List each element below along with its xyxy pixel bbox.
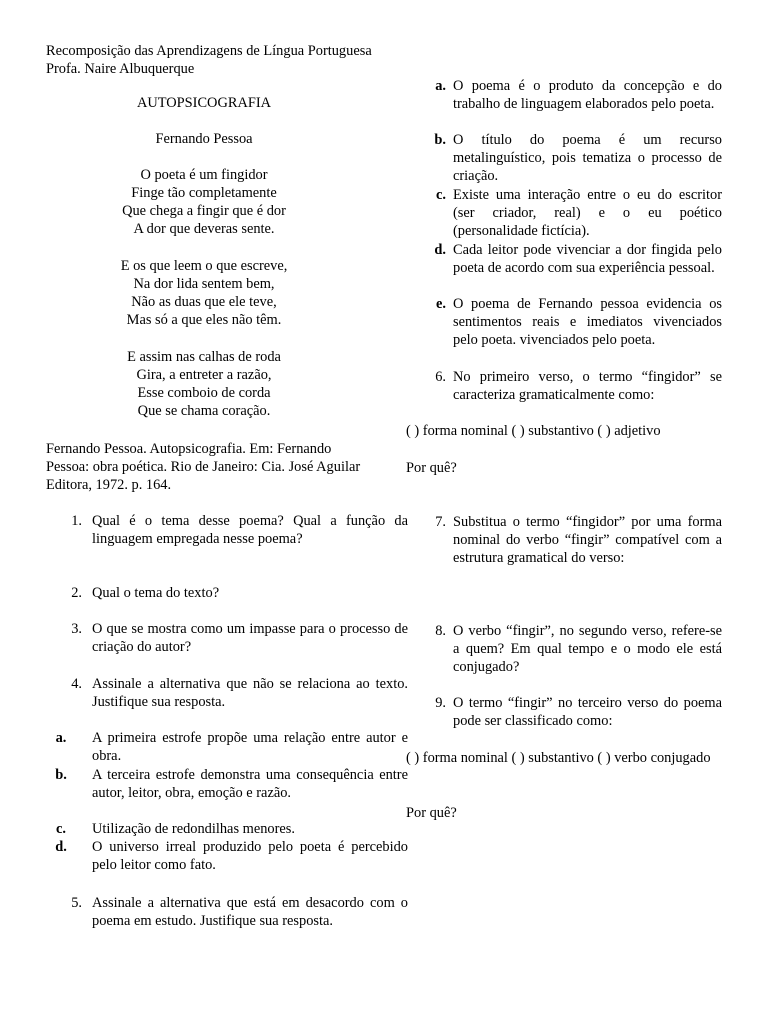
question-text: O que se mostra como um impasse para o processo de criação do autor? (92, 621, 408, 655)
option-text: Existe uma interação entre o eu do escritor (ser criador, real) e o eu poético (personalidade fictícia). (453, 187, 722, 239)
poem-source: Fernando Pessoa. Autopsicografia. Em: Fernando Pessoa: obra poética. Rio de Janeiro: Cia. José Aguilar Editora, 1972. p. 164. (46, 441, 361, 493)
question-text: Assinale a alternativa que está em desacordo com o poema em estudo. Justifique sua resposta. (92, 895, 408, 929)
question-number: 4. (71, 676, 82, 692)
header-teacher: Profa. Naire Albuquerque (46, 61, 195, 77)
option-text: O poema é o produto da concepção e do trabalho de linguagem elaborados pelo poeta. (453, 78, 722, 112)
option-letter: d. (434, 242, 446, 258)
question-text: Qual o tema do texto? (92, 585, 220, 601)
verse: Que se chama coração. (137, 403, 271, 419)
verse: Esse comboio de corda (137, 385, 271, 401)
poem-title: AUTOPSICOGRAFIA (136, 95, 272, 111)
question-number: 5. (71, 895, 82, 911)
verse: A dor que deveras sente. (133, 221, 275, 237)
question-number: 9. (435, 695, 446, 711)
verse: Mas só a que eles não têm. (126, 312, 282, 328)
stanza-1 (46, 166, 362, 238)
verse: Gira, a entreter a razão, (136, 367, 272, 383)
question-number: 8. (435, 623, 446, 639)
option-text: A primeira estrofe propõe uma relação entre autor e obra. (92, 730, 408, 764)
option-letter: b. (434, 132, 446, 148)
option-letter: c. (436, 187, 446, 203)
option-text: A terceira estrofe demonstra uma consequência entre autor, leitor, obra, emoção e razão. (92, 767, 408, 801)
option-text: O título do poema é um recurso metalinguístico, pois tematiza o processo de criação. (453, 132, 722, 184)
option-letter: b. (55, 767, 67, 783)
option-text: Utilização de redondilhas menores. (92, 821, 295, 837)
verse: O poeta é um fingidor (140, 167, 268, 183)
q9-why: Por quê? (406, 805, 457, 821)
question-text: O termo “fingir” no terceiro verso do poema pode ser classificado como: (453, 695, 722, 729)
verse: Finge tão completamente (131, 185, 277, 201)
option-letter: a. (435, 78, 446, 94)
header (46, 42, 386, 78)
verse: Não as duas que ele teve, (131, 294, 277, 310)
header-course: Recomposição das Aprendizagens de Língua Portuguesa (46, 43, 372, 59)
verse: E assim nas calhas de roda (127, 349, 281, 365)
question-text: O verbo “fingir”, no segundo verso, refere-se a quem? Em qual tempo e o modo ele está conjugado? (453, 623, 722, 675)
question-number: 6. (435, 369, 446, 385)
stanza-3 (46, 348, 362, 420)
stanza-2 (46, 257, 362, 329)
question-number: 2. (71, 585, 82, 601)
question-number: 7. (435, 514, 446, 530)
question-text: No primeiro verso, o termo “fingidor” se caracteriza gramaticalmente como: (453, 369, 722, 403)
poem-author: Fernando Pessoa (155, 131, 253, 147)
option-letter: e. (436, 296, 446, 312)
q6-why: Por quê? (406, 460, 457, 476)
option-text: O universo irreal produzido pelo poeta é percebido pelo leitor como fato. (92, 839, 408, 873)
option-letter: c. (56, 821, 66, 837)
question-text: Qual é o tema desse poema? Qual a função da linguagem empregada nesse poema? (92, 513, 408, 547)
option-text: Cada leitor pode vivenciar a dor fingida pelo poeta de acordo com sua experiência pessoal. (453, 242, 722, 276)
option-letter: a. (55, 730, 67, 746)
question-text: Assinale a alternativa que não se relaciona ao texto. Justifique sua resposta. (92, 676, 408, 710)
option-text: O poema de Fernando pessoa evidencia os sentimentos reais e imediatos vivenciados pelo poeta. vivenciados pelo poeta. (453, 296, 722, 348)
option-letter: d. (55, 839, 67, 855)
verse: E os que leem o que escreve, (120, 258, 288, 274)
question-number: 1. (71, 513, 82, 529)
q6-choices: ( ) forma nominal ( ) substantivo ( ) adjetivo (406, 423, 661, 439)
question-text: Substitua o termo “fingidor” por uma forma nominal do verbo “fingir” compatível com a estrutura gramatical do verso: (453, 514, 722, 566)
q9-choices: ( ) forma nominal ( ) substantivo ( ) verbo conjugado (406, 750, 711, 766)
verse: Que chega a fingir que é dor (122, 203, 286, 219)
verse: Na dor lida sentem bem, (133, 276, 275, 292)
question-number: 3. (71, 621, 82, 637)
